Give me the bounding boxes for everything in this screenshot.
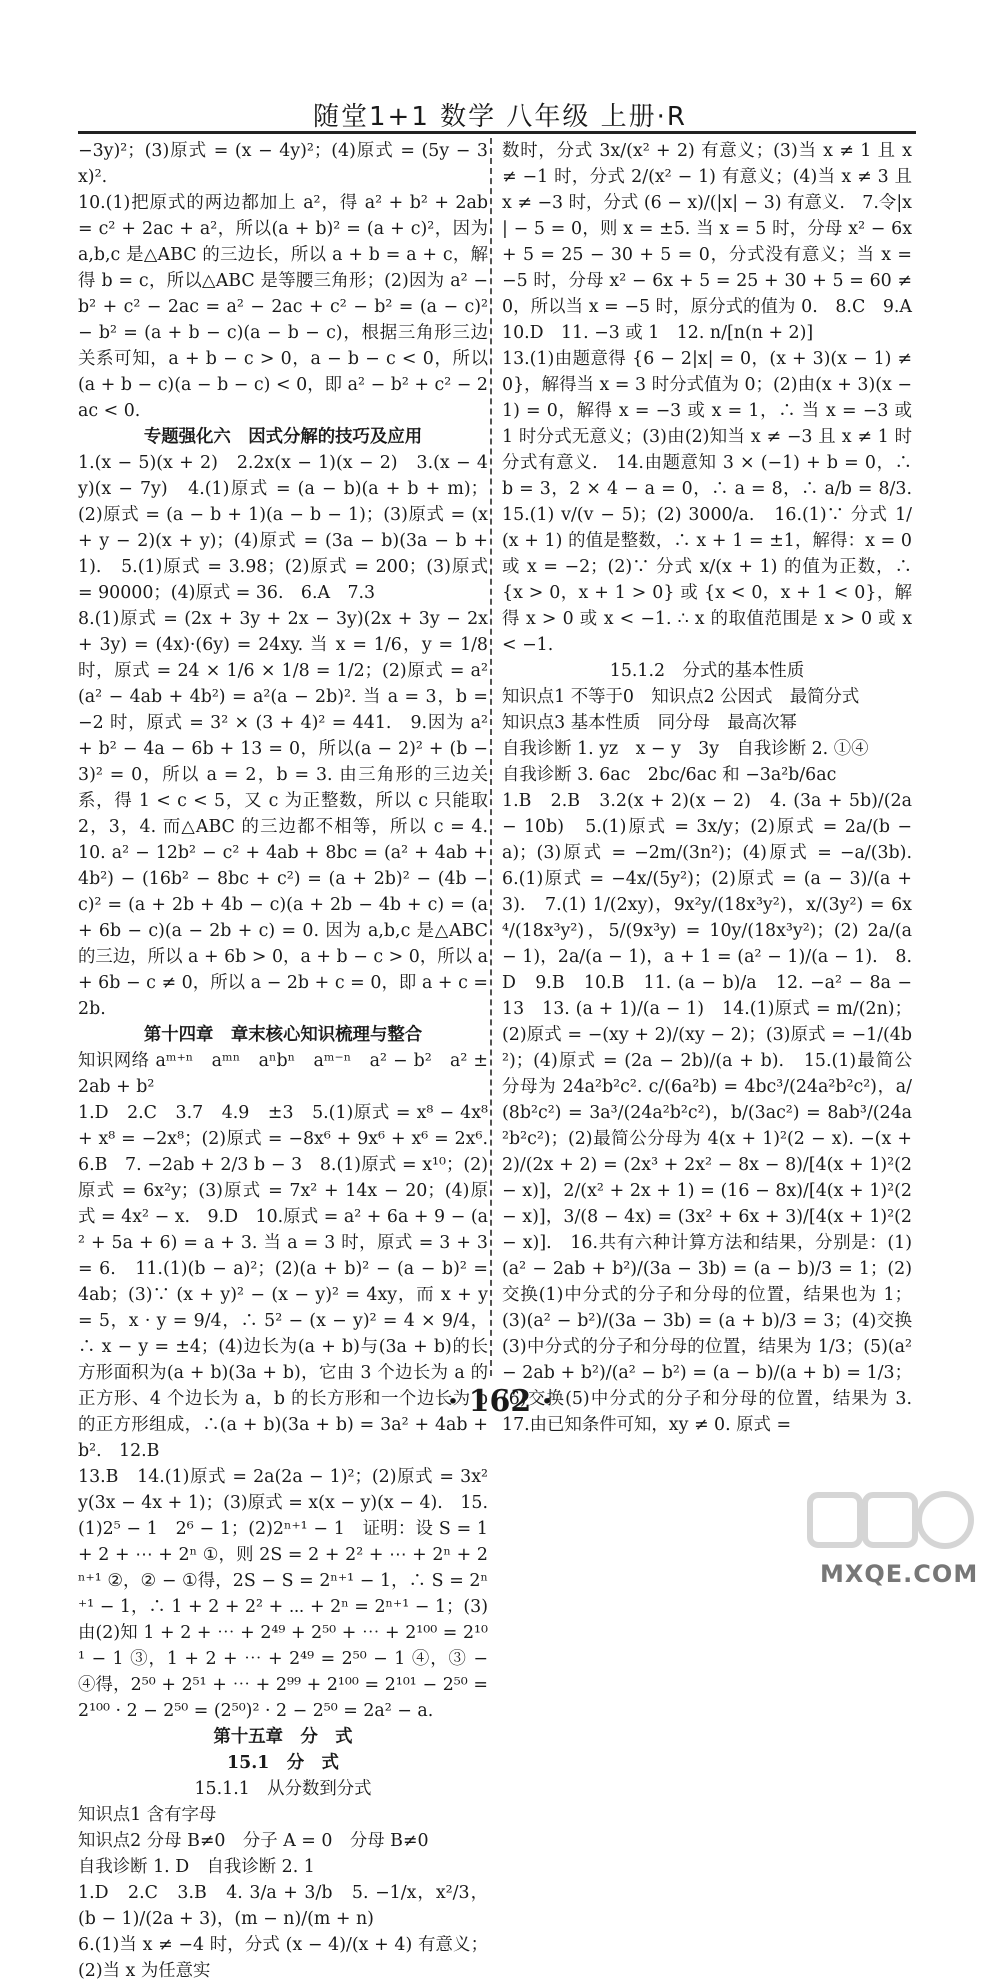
watermark-text: MXQE.COM bbox=[820, 1560, 979, 1588]
answer-paragraph: 13.(1)由题意得 {6 − 2|x| = 0，(x + 3)(x − 1) ≠ 0}，解得当 x = 3 时分式值为 0；(2)由(x + 3)(x − 1) = 0，解得 x = −3 或 x = 1，∴ 当 x = −3 或 1 时分式无意义；(3)由(2)知当 x ≠ −3 且 x ≠ 1 时分式有意义. 14.由题意知 3 × (−1) + b = 0，∴ b = 3，2 × 4 − a = 0，∴ a = 8，∴ a/b = 8/3. 15.(1) v/(v − 5)；(2) 3000/a. 16.(1)∵ 分式 1/(x + 1) 的值是整数，∴ x + 1 = ±1，解得：x = 0 或 x = −2；(2)∵ 分式 x/(x + 1) 的值为正数，∴ {x > 0，x + 1 > 0} 或 {x < 0，x + 1 < 0}，解得 x > 0 或 x < −1. ∴ x 的取值范围是 x > 0 或 x < −1. bbox=[502, 349, 930, 655]
page-header: 随堂1+1 数学 八年级 上册·R bbox=[313, 102, 687, 132]
subsection-title: 15.1.2 分式的基本性质 bbox=[609, 661, 805, 681]
answer-paragraph: 知识网络 aᵐ⁺ⁿ aᵐⁿ aⁿbⁿ aᵐ⁻ⁿ a² − b² a² ± 2ab + b² bbox=[78, 1051, 488, 1097]
chapter-title: 第十五章 分 式 bbox=[213, 1727, 353, 1747]
column-divider bbox=[490, 138, 492, 1376]
section-title: 专题强化六 因式分解的技巧及应用 bbox=[143, 427, 423, 447]
right-column bbox=[502, 138, 930, 1438]
section-title: 15.1 分 式 bbox=[227, 1753, 339, 1773]
header-rule bbox=[78, 131, 916, 134]
answer-paragraph: 1.(x − 5)(x + 2) 2.2x(x − 1)(x − 2) 3.(x − 4y)(x − 7y) 4.(1)原式 = (a − b)(a + b + m)；(2)原式 = (a − b + 1)(a − b − 1)；(3)原式 = (x + y − 2)(x + y)；(4)原式 = (3a − b)(3a − b + 1). 5.(1)原式 = 3.98；(2)原式 = 200；(3)原式 = 90000；(4)原式 = 36. 6.A 7.3 bbox=[78, 453, 488, 603]
answer-paragraph: 8.(1)原式 = (2x + 3y + 2x − 3y)(2x + 3y − 2x + 3y) = (4x)·(6y) = 24xy. 当 x = 1/6，y = 1/8 时，原式 = 24 × 1/6 × 1/8 = 1/2；(2)原式 = a²(a² − 4ab + 4b²) = a²(a − 2b)². 当 a = 3，b = −2 时，原式 = 3² × (3 + 4)² = 441. 9.因为 a² + b² − 4a − 6b + 13 = 0，所以(a − 2)² + (b − 3)² = 0，所以 a = 2，b = 3. 由三角形的三边关系，得 1 < c < 5，又 c 为正整数，所以 c 只能取 2，3，4. 而△ABC 的三边都不相等，所以 c = 4. 10. a² − 12b² − c² + 4ab + 8bc = (a² + 4ab + 4b²) − (16b² − 8bc + c²) = (a + 2b)² − (4b − c)² = (a + 2b + 4b − c)(a + 2b − 4b + c) = (a + 6b − c)(a − 2b + c) = 0. 因为 a,b,c 是△ABC 的三边，所以 a + 6b > 0，a + b − c > 0，所以 a + 6b − c ≠ 0，所以 a − 2b + c = 0，即 a + c = 2b. bbox=[78, 609, 506, 1019]
answer-paragraph: 数时，分式 3x/(x² + 2) 有意义；(3)当 x ≠ 1 且 x ≠ −1 时，分式 2/(x² − 1) 有意义；(4)当 x ≠ 3 且 x ≠ −3 时，分式 (6 − x)/(|x| − 3) 有意义. 7.令|x| − 5 = 0，则 x = ±5. 当 x = 5 时，分母 x² − 6x + 5 = 25 − 30 + 5 = 0，分式没有意义；当 x = −5 时，分母 x² − 6x + 5 = 25 + 30 + 5 = 60 ≠ 0，所以当 x = −5 时，原分式的值为 0. 8.C 9.A 10.D 11. −3 或 1 12. n/[n(n + 2)] bbox=[502, 141, 930, 343]
answer-paragraph: 1.D 2.C 3.B 4. 3/a + 3/b 5. −1/x，x²/3，(b − 1)/(2a + 3)，(m − n)/(m + n) bbox=[78, 1883, 488, 1929]
answer-paragraph: 1.D 2.C 3.7 4.9 ±3 5.(1)原式 = x⁸ − 4x⁸ + x⁸ = −2x⁸；(2)原式 = −8x⁶ + 9x⁶ + x⁶ = 2x⁶. 6.B 7. −2ab + 2/3 b − 3 8.(1)原式 = x¹⁰；(2)原式 = 6x²y；(3)原式 = 7x² + 14x − 20；(4)原式 = 4x² − x. 9.D 10.原式 = a² + 6a + 9 − (a² + 5a + 6) = a + 3. 当 a = 3 时，原式 = 3 + 3 = 6. 11.(1)(b − a)²；(2)(a + b)² − (a − b)² = 4ab；(3)∵ (x + y)² − (x − y)² = 4xy，而 x + y = 5，x · y = 9/4，∴ 5² − (x − y)² = 4 × 9/4，∴ x − y = ±4；(4)边长为(a + b)与(3a + b)的长方形面积为(a + b)(3a + b)，它由 3 个边长为 a 的正方形、4 个边长为 a，b 的长方形和一个边长为 b 的正方形组成，∴(a + b)(3a + b) = 3a² + 4ab + b². 12.B bbox=[78, 1103, 506, 1461]
answer-paragraph: 自我诊断 1. yz x − y 3y 自我诊断 2. ①④ bbox=[502, 739, 869, 759]
answer-paragraph: −3y)²；(3)原式 = (x − 4y)²；(4)原式 = (5y − 3x)². bbox=[78, 141, 488, 187]
chapter-review-title: 第十四章 章末核心知识梳理与整合 bbox=[143, 1025, 423, 1045]
answer-paragraph: 知识点3 基本性质 同分母 最高次幂 bbox=[502, 713, 797, 733]
answer-paragraph: 知识点1 含有字母 bbox=[78, 1805, 217, 1825]
answer-paragraph: 13.B 14.(1)原式 = 2a(2a − 1)²；(2)原式 = 3x²y(3x − 4x + 1)；(3)原式 = x(x − y)(x − 4). 15.(1)2⁵ − 1 2⁶ − 1；(2)2ⁿ⁺¹ − 1 证明：设 S = 1 + 2 + ⋯ + 2ⁿ ①，则 2S = 2 + 2² + ⋯ + 2ⁿ + 2ⁿ⁺¹ ②，② − ①得，2S − S = 2ⁿ⁺¹ − 1，∴ S = 2ⁿ⁺¹ − 1，∴ 1 + 2 + 2² + ⋯ + 2ⁿ = 2ⁿ⁺¹ − 1；(3)由(2)知 1 + 2 + ⋯ + 2⁴⁹ + 2⁵⁰ + ⋯ + 2¹⁰⁰ = 2¹⁰¹ − 1 ③，1 + 2 + ⋯ + 2⁴⁹ = 2⁵⁰ − 1 ④，③ − ④得，2⁵⁰ + 2⁵¹ + ⋯ + 2⁹⁹ + 2¹⁰⁰ = 2¹⁰¹ − 2⁵⁰ = 2¹⁰⁰ · 2 − 2⁵⁰ = (2⁵⁰)² · 2 − 2⁵⁰ = 2a² − a. bbox=[78, 1467, 488, 1721]
answer-paragraph: 知识点2 分母 B≠0 分子 A = 0 分母 B≠0 bbox=[78, 1831, 429, 1851]
answer-paragraph: 10.(1)把原式的两边都加上 a²，得 a² + b² + 2ab = c² + 2ac + a²，所以(a + b)² = (a + c)²，因为 a,b,c 是△ABC 的三边长，所以 a + b = a + c，解得 b = c，所以△ABC 是等腰三角形；(2)因为 a² − b² + c² − 2ac = a² − 2ac + c² − b² = (a − c)² − b² = (a + b − c)(a − b − c)，根据三角形三边关系可知，a + b − c > 0，a − b − c < 0，所以(a + b − c)(a − b − c) < 0，即 a² − b² + c² − 2ac < 0. bbox=[78, 193, 488, 421]
answer-paragraph: 6.(1)当 x ≠ −4 时，分式 (x − 4)/(x + 4) 有意义；(2)当 x 为任意实 bbox=[78, 1935, 488, 1981]
subsection-title: 15.1.1 从分数到分式 bbox=[194, 1779, 372, 1799]
answer-paragraph: 1.B 2.B 3.2(x + 2)(x − 2) 4. (3a + 5b)/(2a − 10b) 5.(1)原式 = 3x/y；(2)原式 = 2a/(b − a)；(3)原式 = −2m/(3n²)；(4)原式 = −a/(3b). 6.(1)原式 = −4x/(5y²)；(2)原式 = (a − 3)/(a + 3). 7.(1) 1/(2xy)，9x²y/(18x³y²)，x/(3y²) = 6x⁴/(18x³y²)，5/(9x³y) = 10y/(18x³y²)；(2) 2a/(a − 1)，2a/(a − 1)，a + 1 = (a² − 1)/(a − 1). 8.D 9.B 10.B 11. (a − b)/a 12. −a² − 8a − 13 13. (a + 1)/(a − 1) 14.(1)原式 = m/(2n)；(2)原式 = −(xy + 2)/(xy − 2)；(3)原式 = −1/(4b²)；(4)原式 = (2a − 2b)/(a + b). 15.(1)最简公分母为 24a²b²c². c/(6a²b) = 4bc³/(24a²b²c²)，a/(8b²c²) = 3a³/(24a²b²c²)，b/(3ac²) = 8ab³/(24a²b²c²)；(2)最简公分母为 4(x + 1)²(2 − x). −(x + 2)/(2x + 2) = (2x³ + 2x² − 8x − 8)/[4(x + 1)²(2 − x)]，2/(x² + 2x + 1) = (16 − 8x)/[4(x + 1)²(2 − x)]，3/(8 − 4x) = (3x² + 6x + 3)/[4(x + 1)²(2 − x)]. 16.共有六种计算方法和结果，分别是：(1)(a² − 2ab + b²)/(3a − 3b) = (a − b)/3 = 1；(2)交换(1)中分式的分子和分母的位置，结果也为 1；(3)(a² − b²)/(3a − 3b) = (a + b)/3 = 3；(4)交换(3)中分式的分子和分母的位置，结果为 1/3；(5)(a² − 2ab + b²)/(a² − b²) = (a − b)/(a + b) = 1/3；(6)交换(5)中分式的分子和分母的位置，结果为 3. 17.由已知条件可知，xy ≠ 0. 原式 = bbox=[502, 791, 930, 1435]
answer-paragraph: 自我诊断 3. 6ac 2bc/6ac 和 −3a²b/6ac bbox=[502, 765, 837, 785]
answer-paragraph: 自我诊断 1. D 自我诊断 2. 1 bbox=[78, 1857, 315, 1877]
answer-paragraph: 知识点1 不等于0 知识点2 公因式 最简分式 bbox=[502, 687, 860, 707]
page-number: · 162 · bbox=[447, 1384, 553, 1419]
